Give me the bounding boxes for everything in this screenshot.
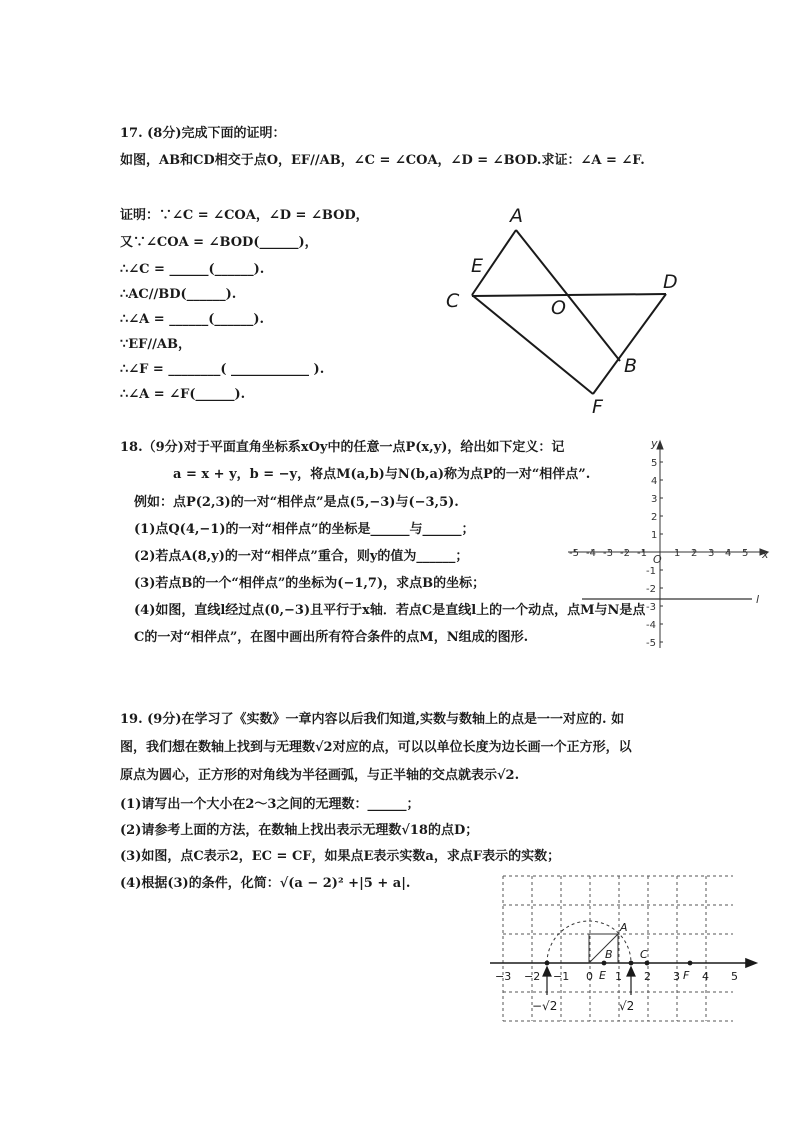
q19-para: 原点为圆心，正方形的对角线为半径画弧，与正半轴的交点就表示√2. [120, 768, 520, 783]
y-tick-label: -2 [646, 584, 656, 595]
number-line-tick-label: 5 [731, 970, 738, 983]
x-tick-label: -1 [637, 548, 647, 559]
q18-definition: a = x + y，b = −y，将点M(a,b)与N(b,a)称为点P的一对“相伴点”. [173, 467, 591, 482]
point-E [602, 961, 607, 966]
label-O: O [551, 297, 566, 319]
number-line-tick-label: 3 [673, 970, 680, 983]
q19-item: (1)请写出一个大小在2～3之间的无理数：______； [120, 797, 420, 812]
y-tick-label: -1 [646, 566, 656, 577]
x-tick-label: 3 [708, 548, 715, 559]
label-B: B [605, 948, 613, 961]
point-F [688, 961, 693, 966]
y-tick-label: 5 [651, 458, 658, 469]
q18-item: (2)若点A(8,y)的一对“相伴点”重合，则y的值为______； [134, 549, 469, 564]
arrow-neg-root-head [543, 967, 551, 976]
proof-line: ∴∠A = ______(______). [120, 312, 265, 327]
y-tick-label: 4 [651, 476, 658, 487]
q17-stem: 如图，AB和CD相交于点O，EF//AB，∠C = ∠COA，∠D = ∠BOD.求证：∠A = ∠F. [120, 153, 645, 168]
proof-line: ∴∠F = ________( ____________ ). [120, 362, 325, 377]
x-tick-label: -2 [620, 548, 630, 559]
x-tick-label: 2 [691, 548, 698, 559]
arrow-pos-root-head [627, 967, 635, 976]
proof-line: 证明：∵∠C = ∠COA，∠D = ∠BOD， [120, 208, 369, 223]
label-F: F [683, 969, 690, 982]
number-line-tick-label: 1 [615, 970, 622, 983]
q19-title: 19. (9分)在学习了《实数》一章内容以后我们知道,实数与数轴上的点是一一对应的. 如 [120, 712, 625, 727]
proof-line: ∴∠A = ∠F(______). [120, 387, 246, 402]
origin-label: O [653, 553, 662, 566]
number-line-arrow [746, 959, 756, 967]
neg-root-label: −√2 [532, 999, 558, 1013]
label-F: F [592, 396, 603, 418]
q17-title: 17. (8分)完成下面的证明： [120, 126, 286, 141]
label-C: C [640, 948, 648, 961]
q18-item: (1)点Q(4,−1)的一对“相伴点”的坐标是______与______； [134, 522, 475, 537]
y-tick-label: 3 [651, 494, 658, 505]
number-line-tick-label: −1 [553, 970, 570, 983]
q18-item: C的一对“相伴点”，在图中画出所有符合条件的点M，N组成的图形. [134, 630, 529, 645]
number-line-tick-label: 2 [644, 970, 651, 983]
point-B [629, 961, 634, 966]
point-neg-root [545, 961, 550, 966]
number-line-tick-label: 0 [586, 970, 593, 983]
x-axis-label: x [762, 548, 769, 561]
line-l-label: l [756, 593, 760, 606]
pos-root-label: √2 [619, 999, 635, 1013]
x-tick-label: -3 [603, 548, 613, 559]
q18-example: 例如：点P(2,3)的一对“相伴点”是点(5,−3)与(−3,5). [134, 495, 459, 510]
q19-item: (4)根据(3)的条件，化简：√(a − 2)² +|5 + a|. [120, 876, 411, 891]
x-tick-label: -5 [569, 548, 579, 559]
number-line-tick-label: −3 [495, 970, 512, 983]
y-tick-label: -4 [646, 620, 656, 631]
q19-item: (3)如图，点C表示2，EC = CF，如果点E表示实数a，求点F表示的实数； [120, 849, 561, 864]
y-tick-label: 1 [651, 530, 658, 541]
y-tick-label: -5 [646, 638, 656, 649]
q18-item: (3)若点B的一个“相伴点”的坐标为(−1,7)，求点B的坐标； [134, 576, 486, 591]
x-tick-label: -4 [586, 548, 596, 559]
proof-line: 又∵∠COA = ∠BOD(______)， [120, 235, 318, 250]
q19-item: (2)请参考上面的方法，在数轴上找出表示无理数√18的点D； [120, 823, 479, 838]
q18-title: 18.（9分)对于平面直角坐标系xOy中的任意一点P(x,y)，给出如下定义：记 [120, 440, 565, 455]
x-tick-label: 5 [742, 548, 749, 559]
proof-line: ∵EF//AB， [120, 337, 191, 352]
y-tick-label: -3 [646, 602, 656, 613]
diagonal [589, 934, 618, 963]
label-B: B [624, 355, 638, 377]
label-E: E [599, 969, 606, 982]
q19-para: 图，我们想在数轴上找到与无理数√2对应的点，可以以单位长度为边长画一个正方形，以 [120, 740, 632, 755]
number-line-tick-label: 4 [702, 970, 709, 983]
y-axis-label: y [651, 437, 658, 450]
proof-line: ∴AC//BD(______). [120, 287, 237, 302]
label-D: D [663, 271, 678, 293]
y-tick-label: 2 [651, 512, 658, 523]
label-A: A [510, 205, 523, 227]
x-tick-label: 1 [674, 548, 681, 559]
number-line-tick-label: −2 [524, 970, 541, 983]
label-A: A [620, 921, 628, 934]
proof-line: ∴∠C = ______(______). [120, 262, 265, 277]
label-E: E [471, 255, 484, 277]
x-tick-label: 4 [725, 548, 732, 559]
label-C: C [446, 290, 460, 312]
point-C [645, 961, 650, 966]
q18-item: (4)如图，直线l经过点(0,−3)且平行于x轴．若点C是直线l上的一个动点，点M与N是点 [134, 603, 646, 618]
